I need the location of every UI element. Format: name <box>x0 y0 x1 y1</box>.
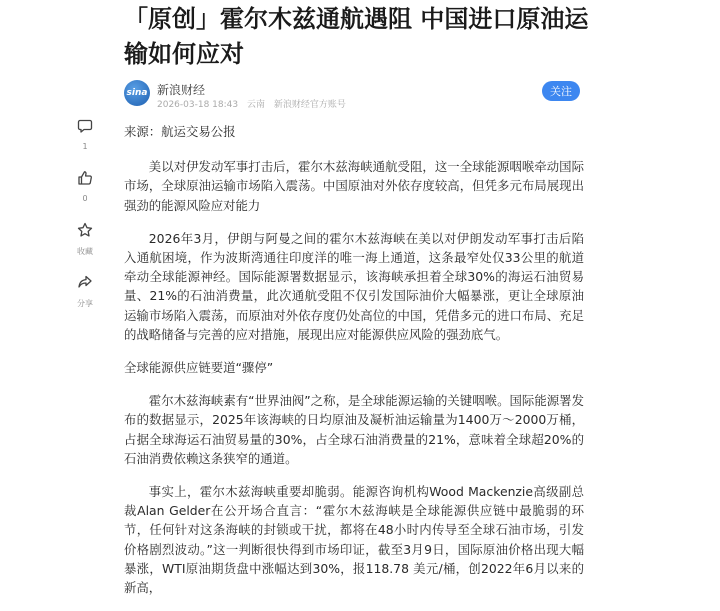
comment-action[interactable] <box>70 118 100 151</box>
article-paragraph: 霍尔木兹海峡素有“世界油阀”之称，是全球能源运输的关键咽喉。国际能源署发布的数据显示，2025年该海峡的日均原油及凝析油运输量为1400万～2000万桶，占据全球海运石油贸易量的30%，占全球石油消费量的21%，意味着全球超20%的石油消费依赖这条狭窄的通道。 <box>124 393 584 466</box>
publish-location: 云南 <box>246 100 265 110</box>
author-account-type: 新浪财经官方账号 <box>273 100 346 110</box>
article-paragraph: 事实上，霍尔木兹海峡重要却脆弱。能源咨询机构Wood Mackenzie高级副总裁Alan Gelder在公开场合直言：“霍尔木兹海峡是全球能源供应链中最脆弱的环节，任何针对这条海峡的封锁或干扰，都将在48小时内传导至全球石油市场，引发价格剧烈波动。”这一判断很快得到市场印证，截至3月9日，国际原油价格出现大幅暴涨，WTI原油期货盘中涨幅达到30%，报118.78 美元/桶，创2022年6月以来的新高， <box>124 484 584 596</box>
article-title: 「原创」霍尔木兹通航遇阻 中国进口原油运输如何应对 <box>124 5 589 68</box>
thumbs-up-icon <box>77 170 93 186</box>
article-paragraph: 美以对伊发动军事打击后，霍尔木兹海峡通航受阻，这一全球能源咽喉牵动国际市场，全球原油运输市场陷入震荡。中国原油对外依存度较高，但凭多元布局展现出强劲的能源风险应对能力 <box>124 159 584 213</box>
author-meta <box>157 97 352 110</box>
star-icon <box>77 222 93 238</box>
author-avatar[interactable]: sina <box>124 80 150 106</box>
favorite-label: 收藏 <box>77 247 93 256</box>
article-source: 来源：航运交易公报 <box>124 124 236 139</box>
comment-count: 1 <box>82 142 88 151</box>
comment-icon <box>77 118 93 134</box>
author-bar <box>124 78 584 112</box>
share-icon <box>77 274 93 290</box>
favorite-action[interactable] <box>70 222 100 257</box>
like-action[interactable] <box>70 170 100 203</box>
share-label: 分享 <box>77 299 93 308</box>
share-action[interactable] <box>70 274 100 309</box>
follow-button[interactable]: 关注 <box>542 81 580 101</box>
article-paragraph: 2026年3月，伊朗与阿曼之间的霍尔木兹海峡在美以对伊朗发动军事打击后陷入通航困境，作为波斯湾通往印度洋的唯一海上通道，这条最窄处仅33公里的航道牵动全球能源神经。国际能源署数据显示，该海峡承担着全球30%的海运石油贸易量、21%的石油消费量，此次通航受阻不仅引发国际油价大幅暴涨，更让全球原油运输市场陷入震荡，而原油对外依存度仍处高位的中国，凭借多元的进口布局、充足的战略储备与完善的应对措施，展现出应对能源供应风险的强劲底气。 <box>124 230 584 342</box>
article-body <box>124 122 584 611</box>
section-heading: 全球能源供应链要道“骤停” <box>124 360 274 376</box>
publish-date: 2026-03-18 18:43 <box>157 100 239 110</box>
author-name[interactable]: 新浪财经 <box>157 83 206 97</box>
like-count: 0 <box>82 194 88 203</box>
